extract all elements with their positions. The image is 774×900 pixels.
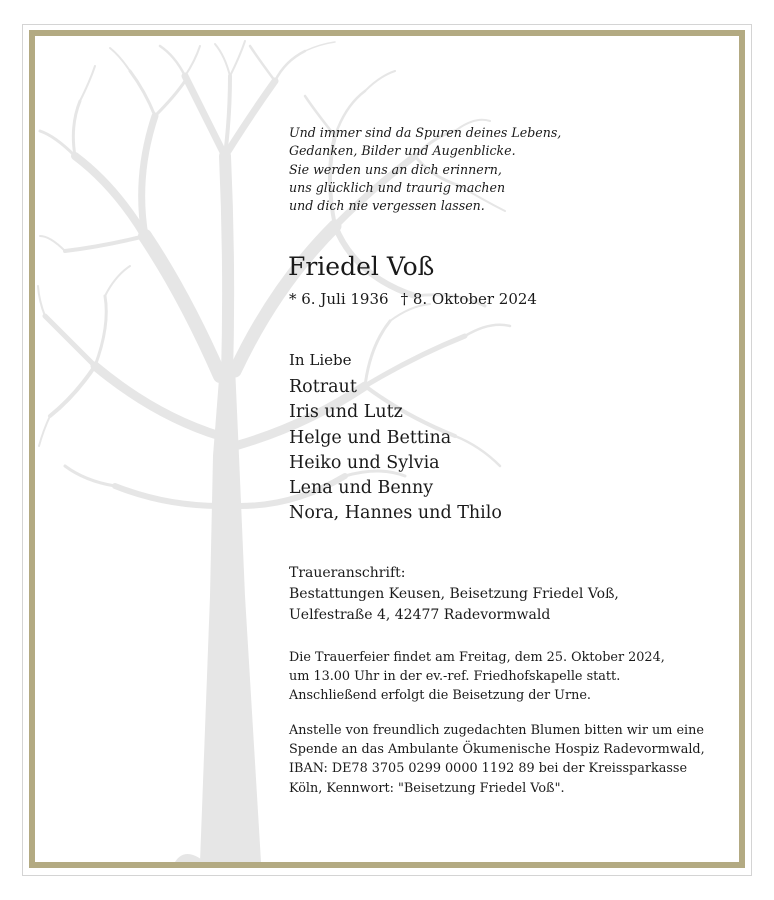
poem-line: uns glücklich und traurig machen xyxy=(289,179,506,195)
ceremony-line: Anschließend erfolgt die Beisetzung der Urne. xyxy=(289,688,591,703)
donation-info xyxy=(289,721,705,798)
donation-line: IBAN: DE78 3705 0299 0000 1192 89 bei der Kreissparkasse xyxy=(289,761,688,777)
death-date: † 8. Oktober 2024 xyxy=(400,290,537,308)
poem-line: und dich nie vergessen lassen. xyxy=(289,198,485,214)
birth-date: * 6. Juli 1936 xyxy=(289,290,389,308)
ceremony-info xyxy=(289,648,665,705)
mourner-name: Iris und Lutz xyxy=(289,402,403,423)
address-line: Uelfestraße 4, 42477 Radevormwald xyxy=(289,607,551,623)
poem xyxy=(289,124,561,215)
mourners-list xyxy=(289,375,502,527)
donation-line: Anstelle von freundlich zugedachten Blumen bitten wir um eine xyxy=(289,723,704,738)
mourner-name: Heiko und Sylvia xyxy=(289,452,440,473)
mourners-intro: In Liebe xyxy=(289,351,352,369)
donation-line: Köln, Kennwort: "Beisetzung Friedel Voß". xyxy=(289,780,565,796)
poem-line: Sie werden uns an dich erinnern, xyxy=(289,161,502,177)
life-dates xyxy=(289,289,537,309)
mourner-name: Lena und Benny xyxy=(289,478,434,499)
ceremony-line: Die Trauerfeier findet am Freitag, dem 25. Oktober 2024, xyxy=(289,650,665,665)
mourner-name: Helge und Bettina xyxy=(289,427,452,448)
mourner-name: Rotraut xyxy=(289,377,357,397)
ceremony-line: um 13.00 Uhr in der ev.-ref. Friedhofskapelle statt. xyxy=(289,669,621,684)
address-line: Bestattungen Keusen, Beisetzung Friedel Voß, xyxy=(289,586,619,602)
poem-line: Und immer sind da Spuren deines Lebens, xyxy=(289,125,562,140)
address-line: Traueranschrift: xyxy=(289,565,406,581)
condolence-address xyxy=(289,563,619,626)
deceased-name: Friedel Voß xyxy=(288,252,435,281)
poem-line: Gedanken, Bilder und Augenblicke. xyxy=(289,143,516,159)
mourner-name: Nora, Hannes und Thilo xyxy=(289,503,502,524)
donation-line: Spende an das Ambulante Ökumenische Hospiz Radevormwald, xyxy=(289,742,705,758)
